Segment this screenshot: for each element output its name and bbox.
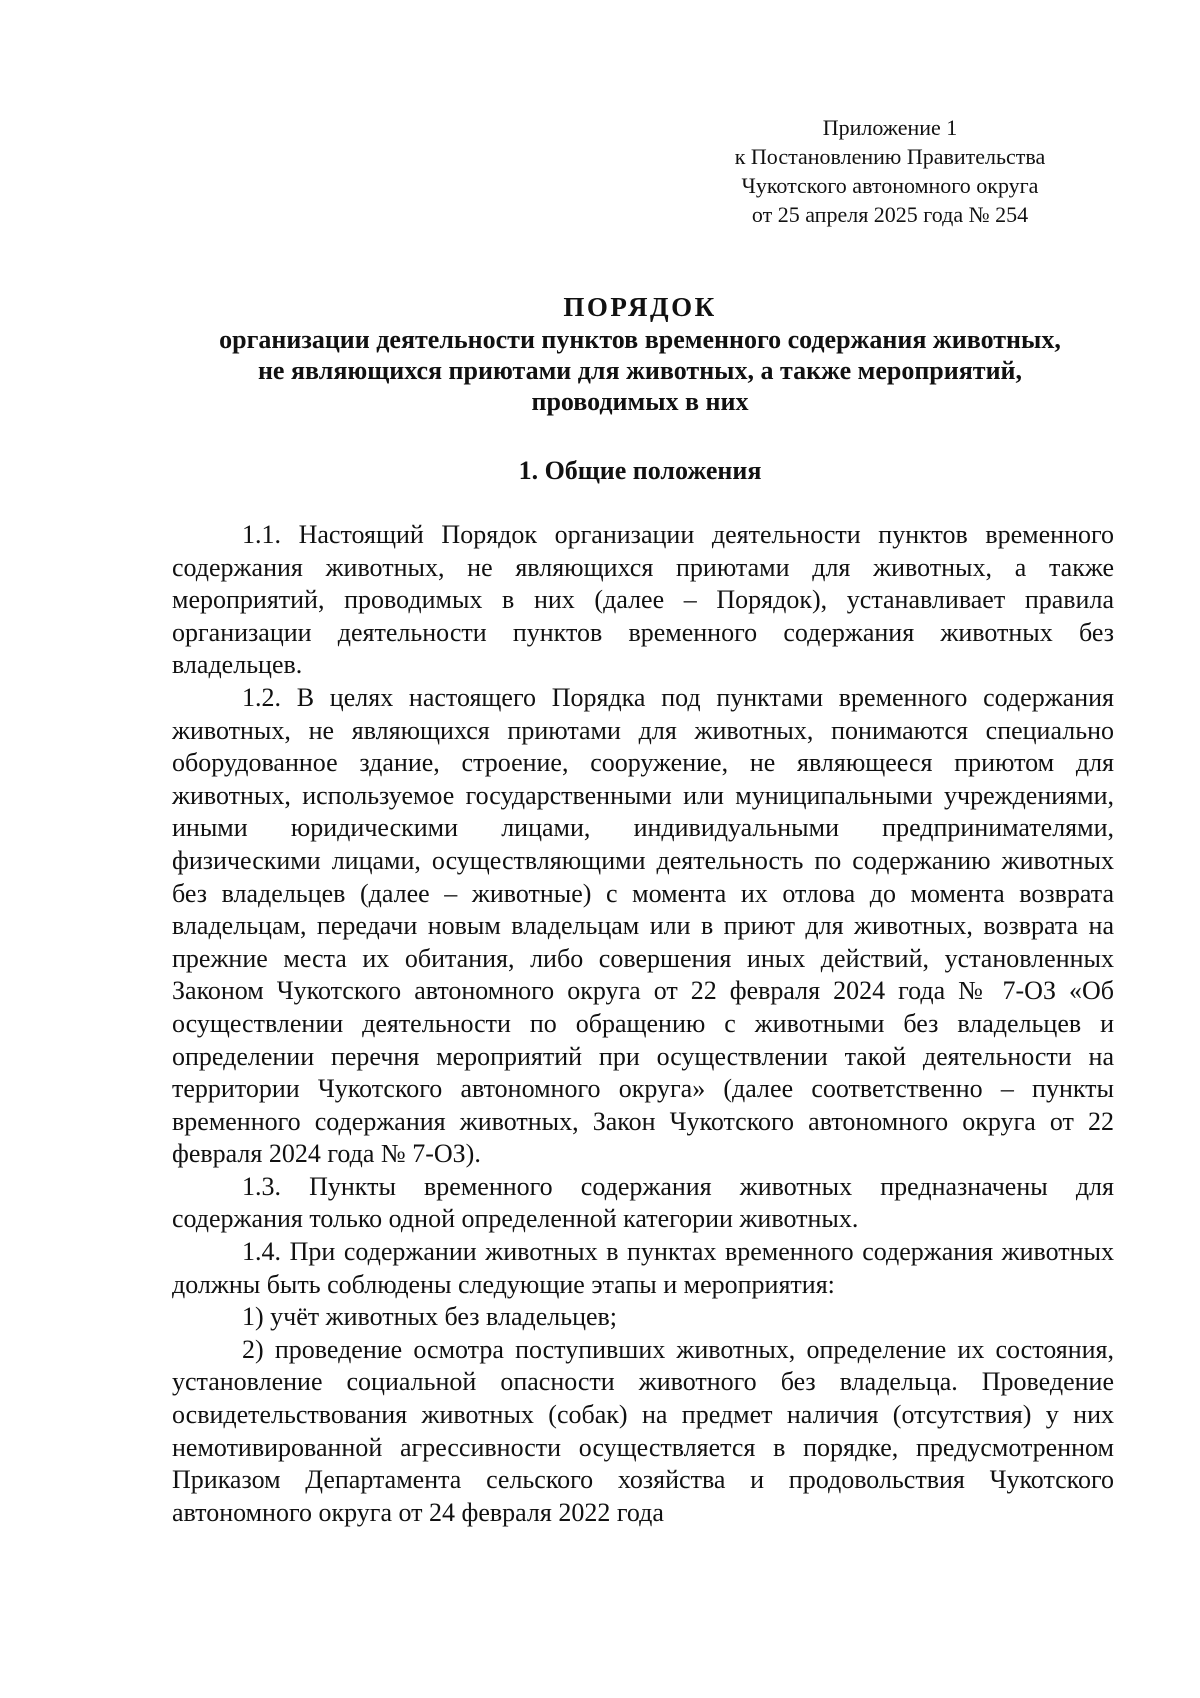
list-item-2: 2) проведение осмотра поступивших животных, определение их состояния, установление социальной опасности животного без владельца. Проведение освидетельствования животных (собак) на предмет наличия (отсутствия) у них немотивированной агрессивности осуществляется в порядке, предусмотренном Приказом Департамента сельского хозяйства и продовольствия Чукотского автономного округа от 24 февраля 2022 года xyxy=(172,1334,1114,1527)
title-subtitle xyxy=(170,324,1110,417)
paragraph-1-3: 1.3. Пункты временного содержания животных предназначены для содержания только одной определенной категории животных. xyxy=(172,1171,1114,1234)
list-item-1: 1) учёт животных без владельцев; xyxy=(242,1302,618,1332)
document-title xyxy=(170,290,1110,417)
appendix-line: к Постановлению Правительства xyxy=(734,144,1046,169)
section-heading: 1. Общие положения xyxy=(518,456,762,485)
title-subtitle-line: не являющихся приютами для животных, а также мероприятий, xyxy=(257,356,1023,385)
appendix-line: от 25 апреля 2025 года № 254 xyxy=(751,202,1029,227)
section-body xyxy=(172,519,1114,1529)
paragraph-1-1: 1.1. Настоящий Порядок организации деятельности пунктов временного содержания животных, не являющихся приютами для животных, а также мероприятий, проводимых в них (далее – Порядок), устанавливает правила организации деятельности пунктов временного содержания животных без владельцев. xyxy=(172,520,1114,680)
title-main: ПОРЯДОК xyxy=(563,292,717,322)
title-subtitle-line: организации деятельности пунктов временного содержания животных, xyxy=(219,325,1061,354)
paragraph-1-4: 1.4. При содержании животных в пунктах временного содержания животных должны быть соблюдены следующие этапы и мероприятия: xyxy=(172,1237,1114,1299)
appendix-line: Чукотского автономного округа xyxy=(741,173,1039,198)
title-subtitle-line: проводимых в них xyxy=(531,387,749,416)
paragraph-1-2: 1.2. В целях настоящего Порядка под пунктами временного содержания животных, не являющихся приютами для животных, понимаются специально оборудованное здание, строение, сооружение, не являющееся приютом для животных, используемое государственными или муниципальными учреждениями, иными юридическими лицами, индивидуальными предпринимателями, физическими лицами, осуществляющими деятельность по содержанию животных без владельцев (далее – животные) с момента их отлова до момента возврата владельцам, передачи новым владельцам или в приют для животных, возврата на прежние места их обитания, либо совершения иных действий, установленных Законом Чукотского автономного округа от 22 февраля 2024 года № 7-ОЗ «Об осуществлении деятельности по обращению с животными без владельцев и определении перечня мероприятий при осуществлении такой деятельности на территории Чукотского автономного округа» (далее соответственно – пункты временного содержания животных, Закон Чукотского автономного округа от 22 февраля 2024 года № 7-ОЗ). xyxy=(172,682,1114,1169)
appendix-line: Приложение 1 xyxy=(822,115,958,140)
appendix-note xyxy=(680,113,1100,229)
